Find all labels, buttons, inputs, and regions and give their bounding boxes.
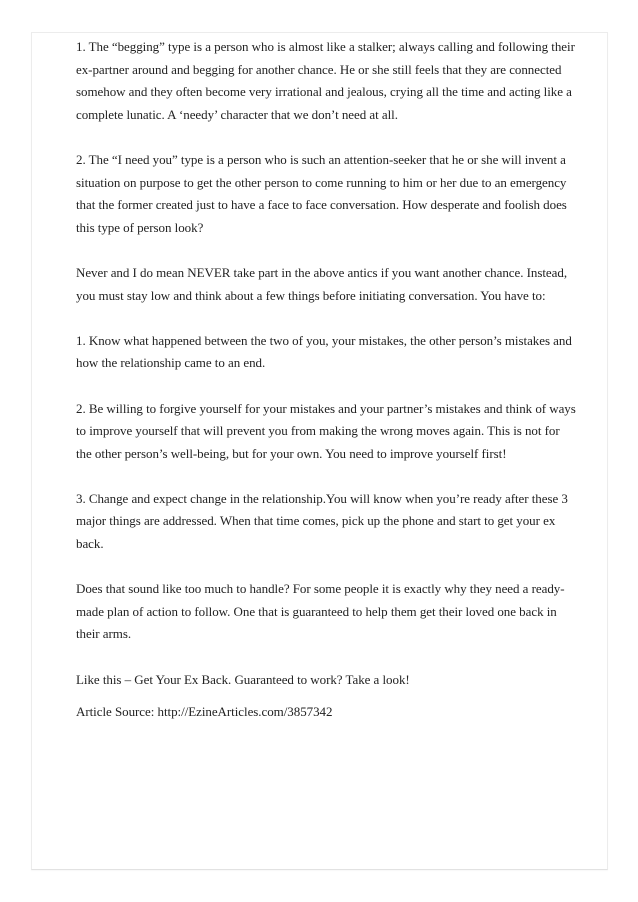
paragraph-never-advice: Never and I do mean NEVER take part in the above antics if you want another chance. Instead, you must stay low and think about a few things before initiating conversation. You have to: <box>76 264 568 303</box>
paragraph-begging-type: 1. The “begging” type is a person who is almost like a stalker; always calling and following their ex-partner around and begging for another chance. He or she still feels that they are connected somehow and they often become very irrational and jealous, crying all the time and acting like a complete lunatic. A ‘needy’ character that we don’t need at all. <box>76 39 575 122</box>
paragraph-step-3: 3. Change and expect change in the relationship.You will know when you’re ready after these 3 major things are addressed. When that time comes, pick up the phone and start to get your ex back. <box>76 490 568 552</box>
article-source: Article Source: http://EzineArticles.com/3857342 <box>76 704 333 720</box>
paragraph-plan-of-action: Does that sound like too much to handle? For some people it is exactly why they need a ready-made plan of action to follow. One that is guaranteed to help them get their loved one back in their arms. <box>76 581 565 642</box>
article-body <box>76 36 576 746</box>
document-page <box>31 32 608 870</box>
paragraph-i-need-you-type: 2. The “I need you” type is a person who is such an attention-seeker that he or she will invent a situation on purpose to get the other person to come running to him or her due to an emergency that the former created just to have a face to face conversation. How desperate and foolish does this type of person look? <box>76 151 567 235</box>
paragraph-step-2: 2. Be willing to forgive yourself for your mistakes and your partner’s mistakes and think of ways to improve yourself that will prevent you from making the wrong moves again. This is not for the other person’s well-being, but for your own. You need to improve yourself first! <box>76 400 576 461</box>
paragraph-call-to-action: Like this – Get Your Ex Back. Guaranteed to work? Take a look! <box>76 671 410 687</box>
paragraph-step-1: 1. Know what happened between the two of you, your mistakes, the other person’s mistakes and how the relationship came to an end. <box>76 332 572 371</box>
